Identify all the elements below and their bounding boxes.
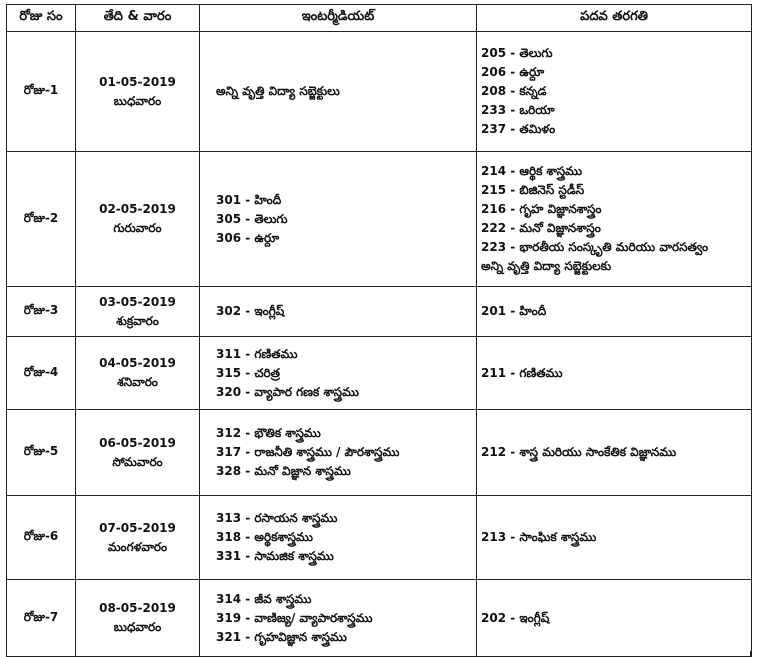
exam-date: 06-05-2019 <box>99 435 176 450</box>
table-row <box>7 32 752 152</box>
date-cell <box>76 410 200 496</box>
ssc-cell <box>477 287 752 337</box>
ssc-subject: 214 - ఆర్థిక శాస్త్రము <box>481 164 583 178</box>
table-row <box>7 580 752 657</box>
date-cell <box>76 287 200 337</box>
exam-date: 01-05-2019 <box>99 74 176 89</box>
header-day: రోజు సం <box>7 5 76 32</box>
table-row <box>7 287 752 337</box>
day-cell: రోజు-1 <box>7 32 76 152</box>
table-continuation-edge <box>6 651 751 656</box>
intermediate-subject: 321 - గృహవిజ్ఞాన శాస్త్రము <box>216 629 347 644</box>
header-row <box>7 5 752 32</box>
exam-weekday: బుధవారం <box>113 93 162 108</box>
intermediate-cell <box>200 337 477 410</box>
exam-weekday: మంగళవారం <box>107 539 168 554</box>
exam-date: 07-05-2019 <box>99 520 176 535</box>
ssc-cell <box>477 496 752 580</box>
ssc-subject: 237 - తమిళం <box>481 122 556 136</box>
ssc-subject: 222 - మనో విజ్ఞానశాస్త్రం <box>481 221 601 235</box>
date-cell <box>76 337 200 410</box>
date-cell <box>76 152 200 287</box>
table-row <box>7 152 752 287</box>
intermediate-cell <box>200 410 477 496</box>
intermediate-subject: 313 - రసాయన శాస్త్రము <box>216 511 338 525</box>
ssc-subject: 213 - సాంఘిక శాస్త్రము <box>481 530 597 544</box>
intermediate-subject: 320 - వ్యాపార గణక శాస్త్రము <box>216 384 359 399</box>
exam-schedule-table <box>6 4 752 657</box>
intermediate-subject: 315 - చరిత్ర <box>216 365 280 380</box>
intermediate-subject: అన్ని వృత్తి విద్యా సబ్జెక్టులు <box>216 84 340 98</box>
ssc-subject: 211 - గణితము <box>481 365 563 380</box>
intermediate-subject: 306 - ఉర్దూ <box>216 230 280 245</box>
intermediate-subject: 314 - జీవ శాస్త్రము <box>216 591 312 606</box>
date-cell <box>76 496 200 580</box>
intermediate-subject: 312 - భౌతిక శాస్త్రము <box>216 426 321 440</box>
intermediate-subject: 305 - తెలుగు <box>216 211 288 226</box>
day-cell: రోజు-6 <box>7 496 76 580</box>
day-cell: రోజు-3 <box>7 287 76 337</box>
intermediate-subject: 301 - హిందీ <box>216 192 282 207</box>
exam-weekday: సోమవారం <box>112 454 163 469</box>
date-cell <box>76 580 200 657</box>
exam-date: 08-05-2019 <box>99 601 176 615</box>
intermediate-subject: 302 - ఇంగ్లీష్ <box>216 304 285 318</box>
ssc-cell <box>477 580 752 657</box>
intermediate-cell <box>200 152 477 287</box>
ssc-cell <box>477 152 752 287</box>
exam-weekday: శనివారం <box>117 375 158 389</box>
ssc-subject: 216 - గృహ విజ్ఞానశాస్త్రం <box>481 202 602 216</box>
ssc-subject: 233 - ఒరియా <box>481 103 555 117</box>
intermediate-subject: 311 - గణితము <box>216 346 298 361</box>
day-cell: రోజు-2 <box>7 152 76 287</box>
intermediate-cell <box>200 32 477 152</box>
intermediate-subject: 318 - అర్థికశాస్త్రము <box>216 530 313 544</box>
ssc-subject: 202 - ఇంగ్లీష్ <box>481 610 550 625</box>
exam-date: 02-05-2019 <box>99 202 176 216</box>
exam-weekday: గురువారం <box>113 221 162 235</box>
ssc-cell <box>477 32 752 152</box>
intermediate-subject: 317 - రాజనీతి శాస్త్రము / పౌరశాస్త్రము <box>216 445 400 459</box>
ssc-cell <box>477 337 752 410</box>
intermediate-cell <box>200 287 477 337</box>
table-row <box>7 496 752 580</box>
day-cell: రోజు-7 <box>7 580 76 657</box>
date-cell <box>76 32 200 152</box>
ssc-cell <box>477 410 752 496</box>
ssc-subject: 215 - బిజినెస్ స్టడీస్ <box>481 183 585 197</box>
header-intermediate: ఇంటర్మీడియట్ <box>200 5 477 32</box>
ssc-subject: 223 - భారతీయ సంస్కృతి మరియు వారసత్వం <box>481 240 709 254</box>
ssc-subject: అన్ని వృత్తి విద్యా సబ్జెక్టులకు <box>481 259 612 273</box>
ssc-subject: 201 - హిందీ <box>481 304 547 318</box>
intermediate-subject: 319 - వాణిజ్య/ వ్యాపారశాస్త్రము <box>216 610 373 625</box>
exam-date: 03-05-2019 <box>99 294 176 309</box>
intermediate-subject: 328 - మనో విజ్ఞాన శాస్త్రము <box>216 464 351 478</box>
intermediate-subject: 331 - సామజిక శాస్త్రము <box>216 549 334 563</box>
exam-weekday: బుధవారం <box>113 620 162 634</box>
ssc-subject: 206 - ఉర్దూ <box>481 65 545 79</box>
table-row <box>7 337 752 410</box>
ssc-subject: 208 - కన్నడ <box>481 84 547 98</box>
header-ssc: పదవ తరగతి <box>477 5 752 32</box>
day-cell: రోజు-4 <box>7 337 76 410</box>
table-row <box>7 410 752 496</box>
ssc-subject: 205 - తెలుగు <box>481 46 553 60</box>
intermediate-cell <box>200 580 477 657</box>
exam-weekday: శుక్రవారం <box>116 313 159 328</box>
day-cell: రోజు-5 <box>7 410 76 496</box>
header-date: తేది & వారం <box>76 5 200 32</box>
exam-date: 04-05-2019 <box>99 356 176 370</box>
ssc-subject: 212 - శాస్త్ర మరియు సాంకేతిక విజ్ఞానము <box>481 445 677 459</box>
intermediate-cell <box>200 496 477 580</box>
